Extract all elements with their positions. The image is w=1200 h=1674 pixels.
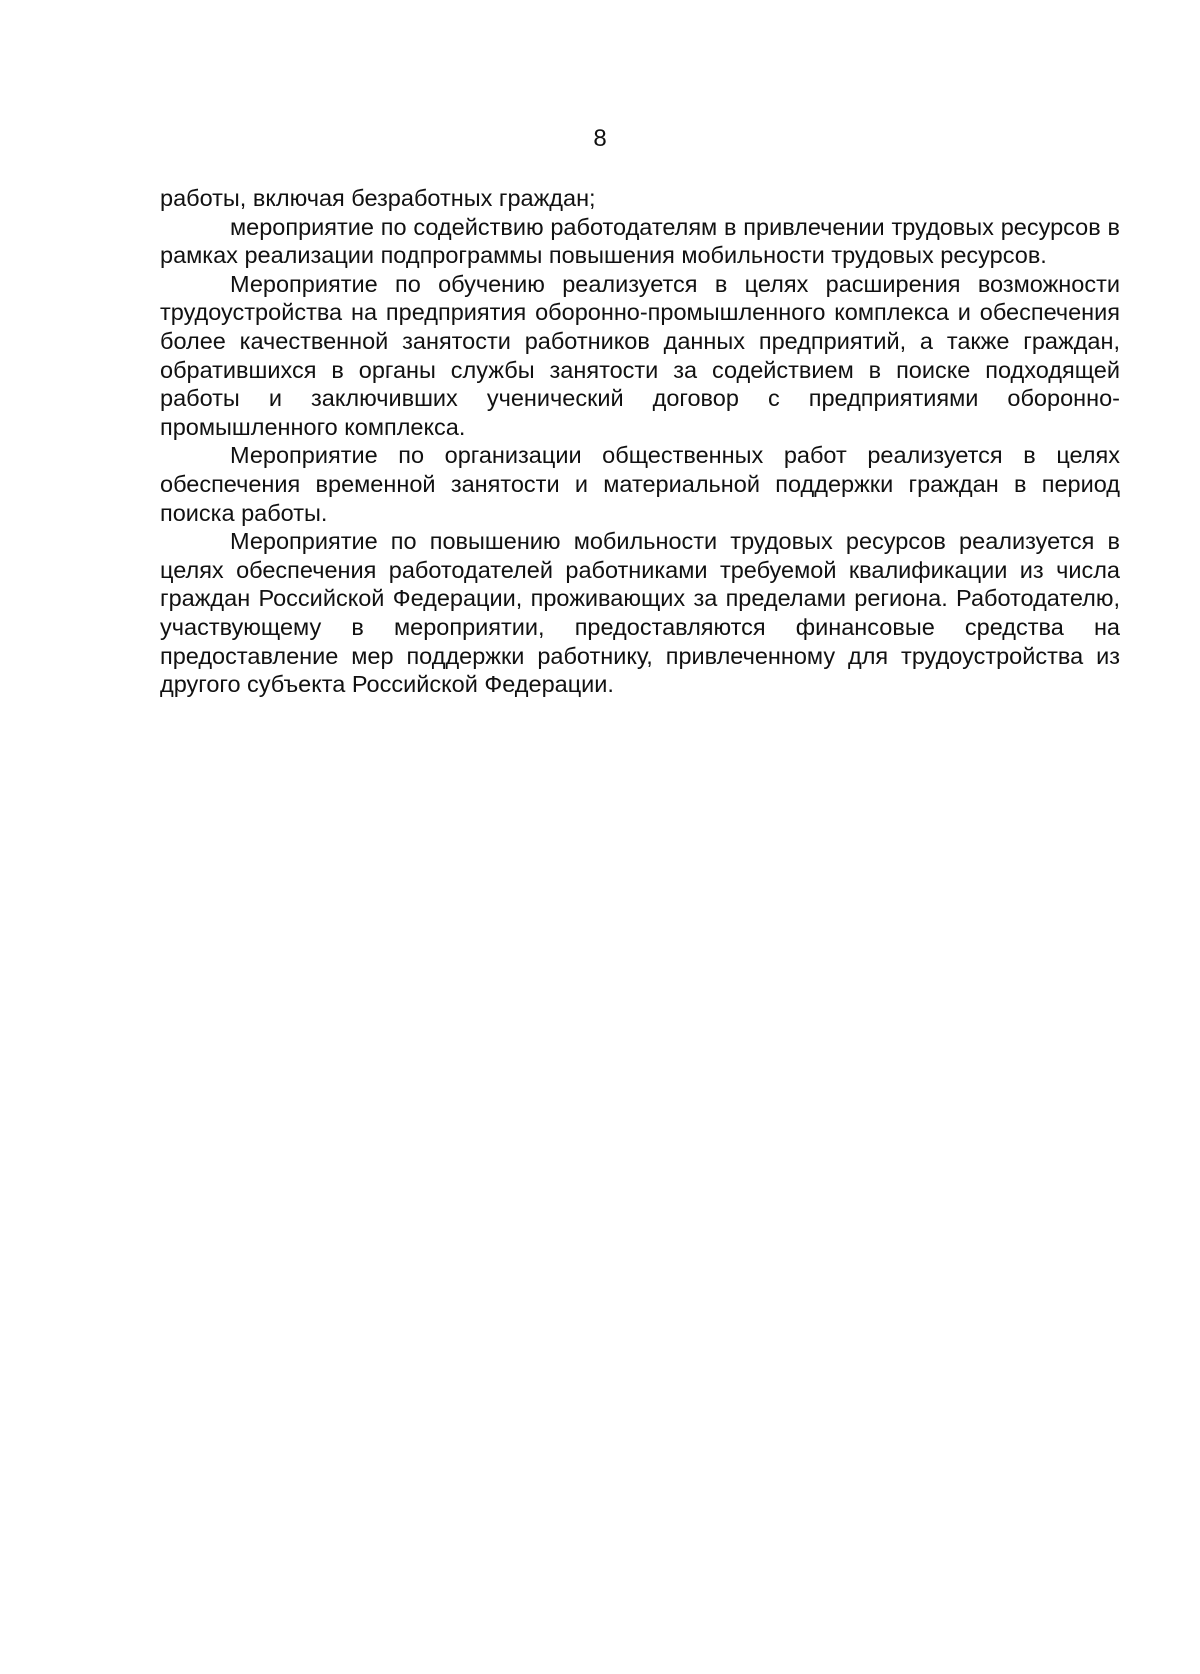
paragraph-continuation: работы, включая безработных граждан; [160, 185, 596, 211]
page-number: 8 [593, 125, 607, 152]
document-body [160, 184, 1120, 699]
paragraph-training: Мероприятие по обучению реализуется в целях расширения возможности трудоустройства на предприятия оборонно-промышленного комплекса и обеспечения более качественной занятости работников данных предприятий, а также граждан, обратившихся в органы службы занятости за содействием в поиске подходящей работы и заключивших ученический договор с предприятиями оборонно-промышленного комплекса. [160, 270, 1120, 440]
paragraph-labor-mobility: Мероприятие по повышению мобильности трудовых ресурсов реализуется в целях обеспечения работодателей работниками требуемой квалификации из числа граждан Российской Федерации, проживающих за пределами региона. Работодателю, участвующему в мероприятии, предоставляются финансовые средства на предоставление мер поддержки работнику, привлеченному для трудоустройства из другого субъекта Российской Федерации. [160, 528, 1120, 698]
paragraph-employer-assistance: мероприятие по содействию работодателям в привлечении трудовых ресурсов в рамках реализации подпрограммы повышения мобильности трудовых ресурсов. [160, 213, 1120, 269]
paragraph-public-works: Мероприятие по организации общественных работ реализуется в целях обеспечения временной занятости и материальной поддержки граждан в период поиска работы. [160, 442, 1120, 526]
